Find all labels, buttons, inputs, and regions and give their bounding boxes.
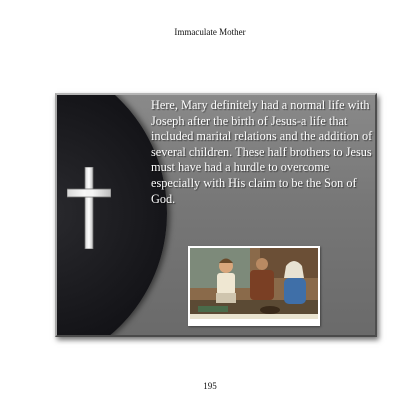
family-painting [188,246,320,326]
page-header: Immaculate Mother [174,27,246,37]
cross-icon [67,167,111,249]
slide [55,93,377,337]
slide-text: Here, Mary definitely had a normal life with Joseph after the birth of Jesus-a life that included marital relations and the addition of several children. These half brothers to Jesus must have had a hurdle to overcome especially with His claim to be the Son of God. [151,98,373,206]
painting-illustration [190,248,318,319]
page-number: 195 [203,381,217,391]
